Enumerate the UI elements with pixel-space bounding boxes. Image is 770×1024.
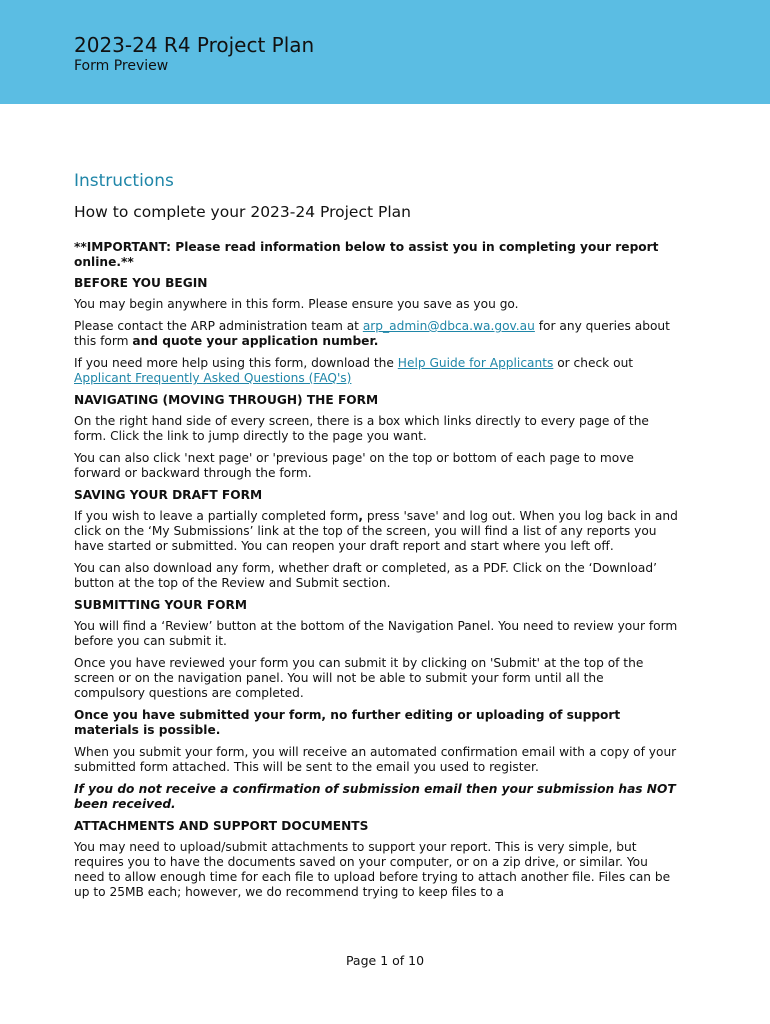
- before-p2-text-mid: for any queries about this form: [74, 319, 670, 348]
- before-p3-text-mid: or check out: [553, 356, 634, 370]
- page-number: Page 1 of 10: [345, 953, 425, 968]
- submitting-paragraph-1: You will find a ‘Review’ button at the bottom of the Navigation Panel. You need to review your form before you can submit it.: [74, 619, 678, 648]
- navigating-paragraph-2: You can also click 'next page' or 'previous page' on the top or bottom of each page to move forward or backward through the form.: [74, 451, 634, 480]
- before-heading: BEFORE YOU BEGIN: [74, 276, 208, 290]
- saving-p1-text: If you wish to leave a partially completed form: [74, 509, 359, 523]
- attachments-paragraph-1: You may need to upload/submit attachments to support your report. This is very simple, but requires you to have the documents saved on your computer, or on a zip drive, or similar. You need to allow enough time for each file to upload before trying to attach another file. Files can be up to 25MB each; however, we do recommend trying to keep files to a: [74, 840, 671, 899]
- before-p3-text: If you need more help using this form, download the: [74, 356, 398, 370]
- navigating-heading: NAVIGATING (MOVING THROUGH) THE FORM: [74, 393, 379, 407]
- submitting-paragraph-3: Once you have submitted your form, no further editing or uploading of support materials is possible.: [74, 708, 621, 737]
- faq-link[interactable]: Applicant Frequently Asked Questions (FAQ's): [74, 371, 352, 385]
- before-paragraph-2: [74, 319, 678, 349]
- submitting-paragraph-2: Once you have reviewed your form you can submit it by clicking on 'Submit' at the top of the screen or on the navigation panel. You will not be able to submit your form until all the compulsory questions are completed.: [74, 656, 644, 700]
- form-header: [0, 0, 770, 104]
- form-subtitle: Form Preview: [74, 58, 169, 74]
- important-notice: **IMPORTANT: Please read information below to assist you in completing your report online.**: [74, 240, 659, 269]
- attachments-heading: ATTACHMENTS AND SUPPORT DOCUMENTS: [74, 819, 369, 833]
- admin-email-link[interactable]: arp_admin@dbca.wa.gov.au: [362, 319, 535, 333]
- submitting-paragraph-4: When you submit your form, you will receive an automated confirmation email with a copy of your submitted form attached. This will be sent to the email you used to register.: [74, 745, 677, 774]
- submitting-heading: SUBMITTING YOUR FORM: [74, 598, 247, 612]
- form-title: 2023-24 R4 Project Plan: [74, 33, 315, 57]
- before-p2-text: Please contact the ARP administration team at: [74, 319, 363, 333]
- section-title: Instructions: [74, 171, 174, 191]
- saving-p1-text-post: press 'save' and log out. When you log back in and click on the ‘My Submissions’ link at the top of the screen, you will find a list of any reports you have started or submitted. You can reopen your draft report and start where you left off.: [74, 509, 678, 553]
- saving-heading: SAVING YOUR DRAFT FORM: [74, 488, 263, 502]
- submitting-paragraph-5: If you do not receive a confirmation of submission email then your submission has NOT been received.: [74, 782, 676, 811]
- help-guide-link[interactable]: Help Guide for Applicants: [397, 356, 554, 370]
- saving-paragraph-1: [74, 509, 678, 554]
- before-paragraph-1: You may begin anywhere in this form. Please ensure you save as you go.: [74, 297, 519, 311]
- saving-paragraph-2: You can also download any form, whether draft or completed, as a PDF. Click on the ‘Download’ button at the top of the Review and Submit section.: [74, 561, 657, 590]
- navigating-paragraph-1: On the right hand side of every screen, there is a box which links directly to every page of the form. Click the link to jump directly to the page you want.: [74, 414, 649, 443]
- saving-p1-comma: ,: [358, 509, 364, 523]
- before-p2-bold: and quote your application number.: [132, 334, 379, 348]
- before-paragraph-3: [74, 356, 678, 386]
- section-subtitle: How to complete your 2023-24 Project Plan: [74, 203, 411, 221]
- instructions-section: [74, 170, 678, 907]
